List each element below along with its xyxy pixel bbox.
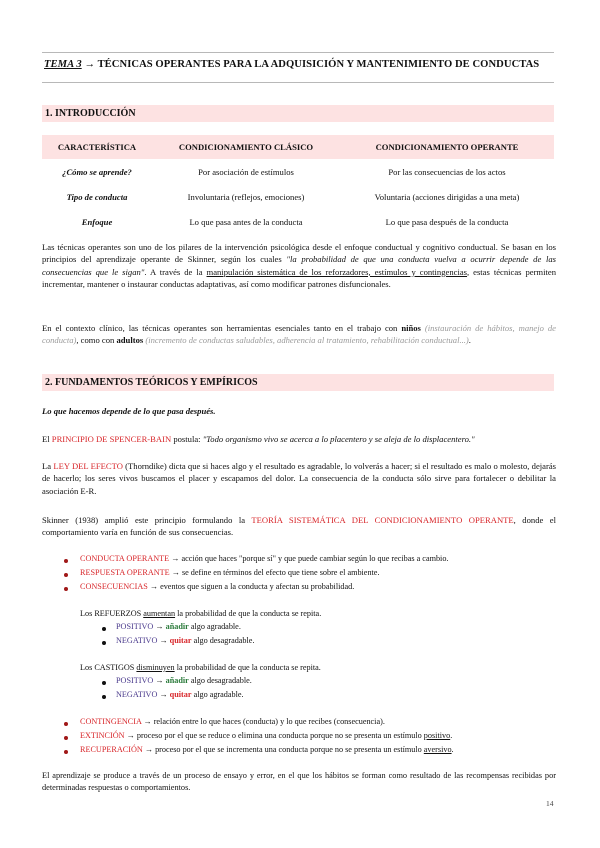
page-number: 14 — [546, 799, 554, 808]
highlight-term: PRINCIPIO DE SPENCER-BAIN — [51, 434, 172, 444]
bullet-icon — [102, 681, 106, 685]
list-item — [80, 567, 380, 579]
bullet-icon — [102, 627, 106, 631]
bullet-icon — [64, 587, 68, 591]
definition: algo desagradable. — [188, 676, 252, 685]
table-cell: ¿Cómo se aprende? — [62, 166, 132, 177]
term: POSITIVO — [116, 676, 154, 685]
efecto-paragraph — [42, 460, 556, 497]
bullet-icon — [102, 641, 106, 645]
term: NEGATIVO — [116, 636, 158, 645]
refuerzos-line — [80, 608, 321, 620]
verb: quitar — [169, 690, 192, 699]
bullet-icon — [64, 722, 68, 726]
list-item — [80, 730, 452, 742]
definition: algo agradable. — [191, 690, 244, 699]
text: Skinner (1938) amplió este principio formulando la — [42, 515, 252, 525]
skinner-paragraph — [42, 514, 556, 539]
table-cell: Involuntaria (reflejos, emociones) — [187, 191, 305, 202]
text: , estas técnicas permiten incrementar, mantener o instaurar conductas adaptativas, así como modificar patrones disfuncionales. — [42, 266, 557, 290]
tema-label: TEMA 3 — [44, 59, 82, 70]
text: Las técnicas operantes son uno de los pilares de la intervención psicológica desde el enfoque conductual y cognitivo conductual. Se basan en los principios del aprendizaje operante de Skinner, según los cuales — [42, 242, 556, 265]
table-row — [42, 159, 554, 184]
underlined-text: disminuyen — [136, 663, 175, 672]
intro-paragraph-1 — [42, 241, 556, 291]
arrow-icon: → — [84, 59, 96, 70]
quote: "Todo organismo vivo se acerca a lo placentero y se aleja de lo displacentero." — [202, 434, 475, 444]
definition: → acción que haces "porque sí" y que puede cambiar según lo que recibas a cambio. — [169, 554, 449, 563]
text: La — [42, 461, 54, 471]
bold-text: adultos — [116, 335, 144, 346]
text: la probabilidad de que la conducta se repita. — [174, 663, 321, 672]
text: , donde el comportamiento varía en función de sus consecuencias. — [42, 515, 556, 538]
section-heading-fundamentos: 2. FUNDAMENTOS TEÓRICOS Y EMPÍRICOS — [42, 374, 554, 391]
bullet-icon — [64, 559, 68, 563]
verb: añadir — [165, 676, 189, 685]
definition: algo agradable. — [188, 622, 241, 631]
bullet-icon — [64, 573, 68, 577]
list-item — [116, 675, 252, 687]
term: POSITIVO — [116, 622, 154, 631]
table-cell: Tipo de conducta — [66, 191, 128, 202]
table-row — [42, 209, 554, 234]
title-divider — [42, 82, 554, 83]
arrow-icon: → — [153, 676, 166, 685]
arrow-icon: → — [157, 690, 170, 699]
text: En el contexto clínico, las técnicas operantes son herramientas esenciales tanto en el trabajo con — [42, 323, 402, 333]
table-cell: Enfoque — [81, 216, 113, 227]
verb: añadir — [165, 622, 189, 631]
text: . — [468, 335, 471, 346]
underlined-text: manipulación sistemática de los reforzadores, estímulos y contingencias — [206, 266, 468, 277]
top-divider — [42, 52, 554, 53]
arrow-icon: → — [153, 622, 166, 631]
highlight-term: LEY DEL EFECTO — [53, 461, 123, 471]
spencer-paragraph — [42, 433, 556, 445]
term: EXTINCIÓN — [80, 731, 125, 740]
text: la probabilidad de que la conducta se repita. — [175, 609, 322, 618]
comparison-table — [42, 135, 554, 234]
definition: → proceso por el que se reduce o elimina una conducta porque no se presenta un estímulo — [124, 731, 424, 740]
text: . — [451, 745, 454, 754]
arrow-icon: → — [157, 636, 170, 645]
table-cell: Voluntaria (acciones dirigidas a una meta) — [374, 191, 520, 202]
text: Los CASTIGOS — [80, 663, 137, 672]
definition: → relación entre lo que haces (conducta) y lo que recibes (consecuencia). — [141, 717, 385, 726]
bullet-icon — [64, 736, 68, 740]
list-item — [116, 621, 241, 633]
table-row — [42, 184, 554, 209]
definition: → se define en términos del efecto que tiene sobre el ambiente. — [169, 568, 380, 577]
term: RESPUESTA OPERANTE — [80, 568, 170, 577]
underlined-text: aversivo — [423, 745, 452, 754]
list-item — [80, 581, 354, 593]
table-cell: Lo que pasa antes de la conducta — [189, 216, 303, 227]
term: CONSECUENCIAS — [80, 582, 148, 591]
term: CONTINGENCIA — [80, 717, 142, 726]
title-text: TÉCNICAS OPERANTES PARA LA ADQUISICIÓN Y MANTENIMIENTO DE CONDUCTAS — [97, 59, 540, 70]
skinner-quote: "la probabilidad de que una conducta vuelva a ocurrir depende de las consecuencias que le sigan" — [42, 254, 556, 277]
underlined-text: positivo — [423, 731, 451, 740]
text: Los REFUERZOS — [80, 609, 144, 618]
text: postula: — [171, 434, 203, 444]
table-header-row — [42, 135, 554, 159]
lead-sentence: Lo que hacemos depende de lo que pasa después. — [42, 406, 216, 416]
bullet-icon — [64, 750, 68, 754]
grey-note: (instauración de hábitos, manejo de conducta) — [42, 323, 556, 346]
underlined-text: aumentan — [143, 609, 176, 618]
term: RECUPERACIÓN — [80, 745, 143, 754]
page-title — [44, 59, 564, 70]
table-header: CONDICIONAMIENTO OPERANTE — [340, 135, 554, 159]
list-item — [116, 689, 244, 701]
text: . — [450, 731, 453, 740]
text: (Thorndike) dicta que si haces algo y el resultado es agradable, lo volverás a hacer; si el resultado es malo o molesto, dejarás de hacerlo; los seres vivos buscamos el placer y escapamos del dolor. La consecuencia de la conducta sólo sirve para fortalecer o debilitar la asociación E-R. — [42, 461, 556, 496]
table-cell: Lo que pasa después de la conducta — [385, 216, 509, 227]
table-header: CARACTERÍSTICA — [42, 135, 152, 159]
list-item — [80, 744, 454, 756]
intro-paragraph-2 — [42, 322, 556, 347]
definition: → eventos que siguen a la conducta y afectan su probabilidad. — [147, 582, 355, 591]
highlight-term: TEORÍA SISTEMÁTICA DEL CONDICIONAMIENTO OPERANTE — [251, 515, 514, 525]
grey-note: (incremento de conductas saludables, adherencia al tratamiento, rehabilitación conductual...) — [143, 335, 469, 346]
list-item — [80, 716, 385, 728]
section-heading-intro: 1. INTRODUCCIÓN — [42, 105, 554, 122]
castigos-line — [80, 662, 321, 674]
closing-paragraph: El aprendizaje se produce a través de un proceso de ensayo y error, en el que los hábitos se forman como resultado de las recompensas recibidas por determinadas respuestas o comportamientos. — [42, 771, 556, 793]
text: . A través de la — [144, 266, 207, 277]
text: El — [42, 434, 52, 444]
definition: → proceso por el que se incrementa una conducta porque no se presenta un estímulo — [142, 745, 424, 754]
table-header: CONDICIONAMIENTO CLÁSICO — [152, 135, 340, 159]
definition: algo desagradable. — [191, 636, 255, 645]
table-cell: Por asociación de estímulos — [198, 166, 294, 177]
term: NEGATIVO — [116, 690, 158, 699]
term: CONDUCTA OPERANTE — [80, 554, 170, 563]
verb: quitar — [169, 636, 192, 645]
text: , como con — [76, 335, 117, 346]
bullet-icon — [102, 695, 106, 699]
list-item — [116, 635, 255, 647]
list-item — [80, 553, 448, 565]
table-cell: Por las consecuencias de los actos — [388, 166, 506, 177]
bold-text: niños — [401, 323, 421, 333]
